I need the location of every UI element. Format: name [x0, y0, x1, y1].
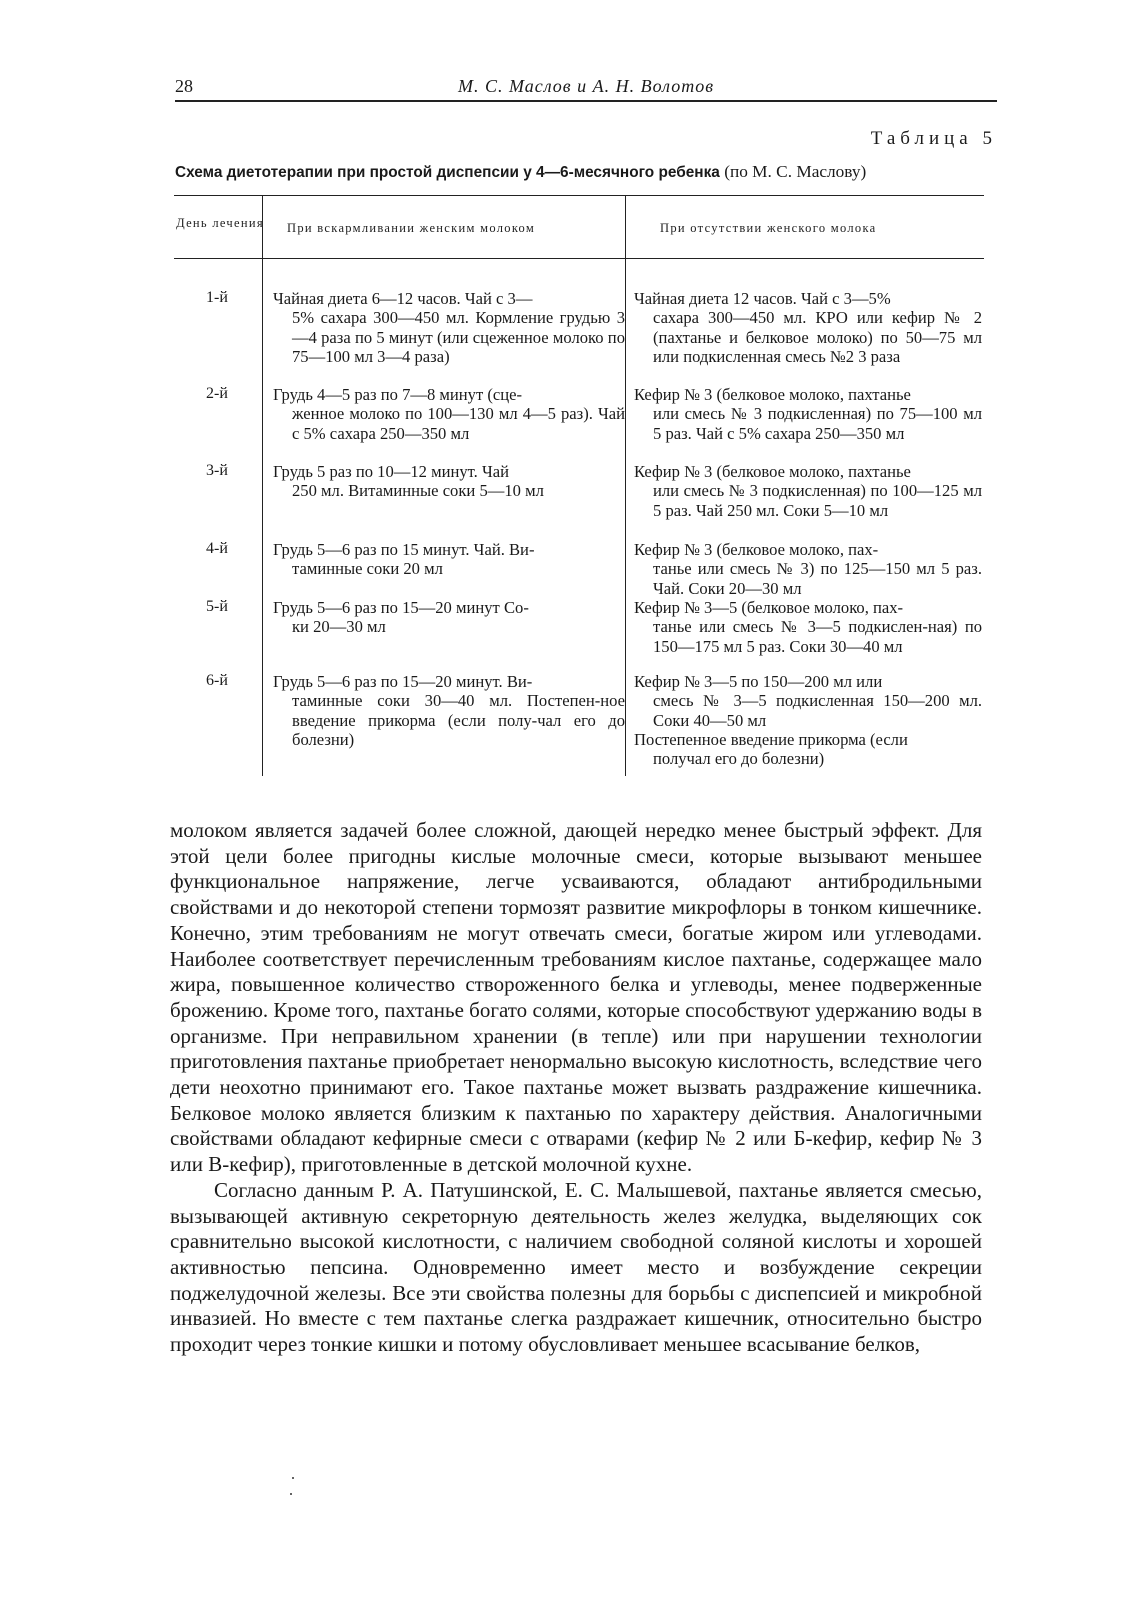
print-speck — [292, 1477, 294, 1479]
page-header — [175, 64, 997, 102]
breast-cell: Грудь 4—5 раз по 7—8 минут (сце- женное молоко по 100—130 мл 4—5 раз). Чай с 5% сахара 250—350 мл — [273, 385, 625, 443]
formula-cell: Чайная диета 12 часов. Чай с 3—5% сахара 300—450 мл. КРО или кефир № 2 (пахтанье и белковое молоко) по 50—75 мл или подкисленная смесь №2 3 раза — [634, 289, 982, 367]
formula-cell-extra: Постепенное введение прикорма (если получал его до болезни) — [634, 730, 908, 769]
day-label: 2-й — [206, 385, 228, 402]
day-label: 1-й — [206, 289, 228, 306]
formula-cell: Кефир № 3 (белковое молоко, пах- танье или смесь № 3) по 125—150 мл 5 раз. Чай. Соки 20—30 мл — [634, 540, 982, 598]
paragraph: Согласно данным Р. А. Патушинской, Е. С. Малышевой, пахтанье является смесью, вызывающей активную секреторную деятельность желез желудка, выделяющих сок сравнительно высокой кислотности, с наличием свободной соляной кислоты и хорошей активностью пепсина. Одновременно имеет место и возбуждение секреции поджелудочной железы. Все эти свойства полезны для борьбы с диспепсией и микробной инвазией. Но вместе с тем пахтанье слегка раздражает кишечник, относительно быстро проходит через тонкие кишки и потому обусловливает меньшее всасывание белков, — [170, 1177, 982, 1357]
table-caption-main: Схема диетотерапии при простой диспепсии у 4—6-месячного ребенка — [175, 164, 720, 181]
formula-cell: Кефир № 3 (белковое молоко, пахтанье или смесь № 3 подкисленная) по 75—100 мл 5 раз. Чай с 5% сахара 250—350 мл — [634, 385, 982, 443]
day-label: 4-й — [206, 540, 228, 557]
formula-cell: Кефир № 3 (белковое молоко, пахтанье или смесь № 3 подкисленная) по 100—125 мл 5 раз. Чай 250 мл. Соки 5—10 мл — [634, 462, 982, 520]
table-top-rule — [174, 195, 984, 196]
table-caption-source: (по М. С. Маслову) — [719, 162, 867, 181]
day-label: 3-й — [206, 462, 228, 479]
breast-cell: Грудь 5—6 раз по 15—20 минут Со- ки 20—30 мл — [273, 598, 529, 637]
running-title: М. С. Маслов и А. Н. Волотов — [457, 76, 715, 96]
page-number: 28 — [175, 76, 193, 96]
paragraph: молоком является задачей более сложной, дающей нередко менее быстрый эффект. Для этой цели более пригодны кислые молочные смеси, которые вызывают меньшее функциональное напряжение, легче усваиваются, обладают антибродильными свойствами и до некоторой степени тормозят развитие микрофлоры в тонком кишечнике. Конечно, этим требованиям не могут отвечать смеси, богатые жиром или углеводами. Наиболее соответствует перечисленным требованиям кислое пахтанье, содержащее мало жира, повышенное количество створоженного белка и углеводы, менее подверженные брожению. Кроме того, пахтанье богато солями, которые способствуют удержанию воды в организме. При неправильном хранении (в тепле) или при нарушении технологии приготовления пахтанье приобретает ненормально высокую кислотность, вследствие чего дети неохотно принимают его. Такое пахтанье может вызвать раздражение кишечника. Белковое молоко является близким к пахтанью по характеру действия. Аналогичными свойствами обладают кефирные смеси с отварами (кефир № 2 или Б-кефир, кефир № 3 или В-кефир), приготовленные в детской молочной кухне. — [170, 818, 982, 1177]
table-caption — [175, 162, 1005, 182]
header-no-breast-milk: При отсутствии женского молока — [660, 221, 877, 235]
breast-cell: Чайная диета 6—12 часов. Чай с 3— 5% сахара 300—450 мл. Кормление грудью 3—4 раза по 5 минут (или сцеженное молоко по 75—100 мл 3—4 раза) — [273, 289, 625, 367]
day-label: 5-й — [206, 598, 228, 615]
table-number: Таблица 5 — [870, 128, 997, 149]
header-day: День лечения — [176, 216, 264, 230]
header-breast-milk: При вскармливании женским молоком — [287, 221, 536, 235]
table-header-rule — [174, 258, 984, 259]
breast-cell: Грудь 5—6 раз по 15 минут. Чай. Ви- таминные соки 20 мл — [273, 540, 535, 579]
formula-cell: Кефир № 3—5 (белковое молоко, пах- танье или смесь № 3—5 подкислен-ная) по 150—175 мл 5 раз. Соки 30—40 мл — [634, 598, 982, 656]
print-speck — [290, 1493, 292, 1495]
day-label: 6-й — [206, 672, 228, 689]
body-text — [170, 818, 982, 1358]
breast-cell: Грудь 5—6 раз по 15—20 минут. Ви- таминные соки 30—40 мл. Постепен-ное введение прикорма (если полу-чал его до болезни) — [273, 672, 625, 750]
table-divider-2 — [625, 196, 626, 776]
breast-cell: Грудь 5 раз по 10—12 минут. Чай 250 мл. Витаминные соки 5—10 мл — [273, 462, 544, 501]
formula-cell: Кефир № 3—5 по 150—200 мл или смесь № 3—5 подкисленная 150—200 мл. Соки 40—50 мл — [634, 672, 982, 730]
table-divider-1 — [262, 196, 263, 776]
